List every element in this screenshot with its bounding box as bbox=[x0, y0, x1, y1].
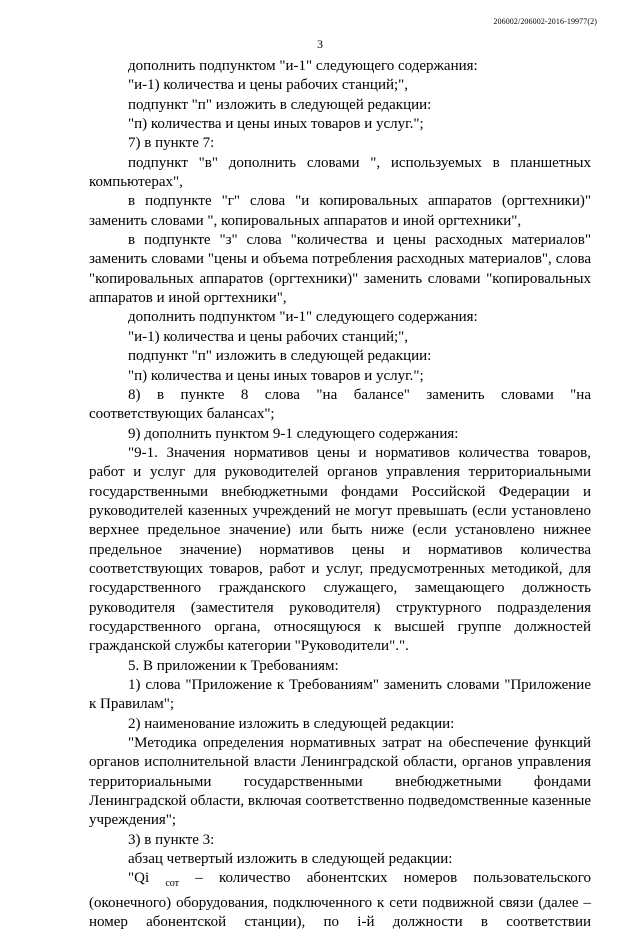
paragraph: подпункт "п" изложить в следующей редакции: bbox=[128, 96, 432, 113]
paragraph: "п) количества и цены иных товаров и услуг."; bbox=[128, 367, 424, 384]
paragraph: 5. В приложении к Требованиям: bbox=[128, 657, 339, 674]
paragraph: подпункт "в" дополнить словами ", используемых в планшетных компьютерах", bbox=[89, 154, 591, 191]
paragraph: "и-1) количества и цены рабочих станций;", bbox=[128, 77, 409, 94]
page-number: 3 bbox=[317, 37, 323, 51]
paragraph: 1) слова "Приложение к Требованиям" заменить словами "Приложение к Правилам"; bbox=[89, 677, 591, 713]
document-id: 206002/206002-2016-19977(2) bbox=[493, 17, 597, 26]
paragraph: в подпункте "г" слова "и копировальных аппаратов (оргтехники)" заменить словами ", копировальных аппаратов и иной оргтехники", bbox=[89, 193, 591, 229]
paragraph: 9) дополнить пунктом 9-1 следующего содержания: bbox=[128, 425, 459, 442]
paragraph: "Методика определения нормативных затрат на обеспечение функций органов исполнительной власти Ленинградской области, органов управления территориальными государственными внебюджетными фондами Ленинградской области, включая соответственно подведомственные казенные учреждения"; bbox=[89, 735, 591, 829]
paragraph: 8) в пункте 8 слова "на балансе" заменить словами "на соответствующих балансах"; bbox=[89, 386, 591, 423]
paragraph: 2) наименование изложить в следующей редакции: bbox=[128, 715, 455, 732]
paragraph: 7) в пункте 7: bbox=[128, 135, 215, 152]
paragraph: 3) в пункте 3: bbox=[128, 831, 215, 848]
formula-subscript: сот bbox=[165, 878, 180, 890]
paragraph: дополнить подпунктом "и-1" следующего содержания: bbox=[128, 309, 478, 326]
paragraph: абзац четвертый изложить в следующей редакции: bbox=[128, 851, 453, 868]
paragraph: "п) количества и цены иных товаров и услуг."; bbox=[128, 116, 424, 133]
document-body bbox=[89, 57, 591, 932]
paragraph: подпункт "п" изложить в следующей редакции: bbox=[128, 348, 432, 365]
paragraph-definition bbox=[89, 869, 591, 932]
paragraph: в подпункте "з" слова "количества и цены расходных материалов" заменить словами "цены и объема потребления расходных материалов", слова "копировальных аппаратов (оргтехники)" заменить словами "копировальных аппаратов и иной оргтехники", bbox=[89, 232, 591, 307]
paragraph: дополнить подпунктом "и-1" следующего содержания: bbox=[128, 58, 478, 74]
paragraph: "и-1) количества и цены рабочих станций;", bbox=[128, 328, 409, 345]
paragraph: "9-1. Значения нормативов цены и нормативов количества товаров, работ и услуг для руководителей органов управления территориальными государственными внебюджетными фондами Российской Федерации и руководителей казенных учреждений не могут превышать (если установлено верхнее предельное значение) или быть ниже (если установлено нижнее предельное значение) нормативов цены и нормативов количества соответствующих товаров, работ и услуг, предусмотренных методикой, для государственного гражданского служащего, замещающего должность руководителя (заместителя руководителя) структурного подразделения государственного органа, относящуюся к высшей группе должностей гражданской службы категории "Руководители".". bbox=[89, 444, 591, 655]
definition-text: – количество абонентских номеров пользовательского (оконечного) оборудования, подключенного к сети подвижной связи (далее – номер абонентской станции), по i-й должности в соответствии bbox=[89, 870, 592, 931]
formula-variable: "Qi bbox=[128, 870, 150, 887]
